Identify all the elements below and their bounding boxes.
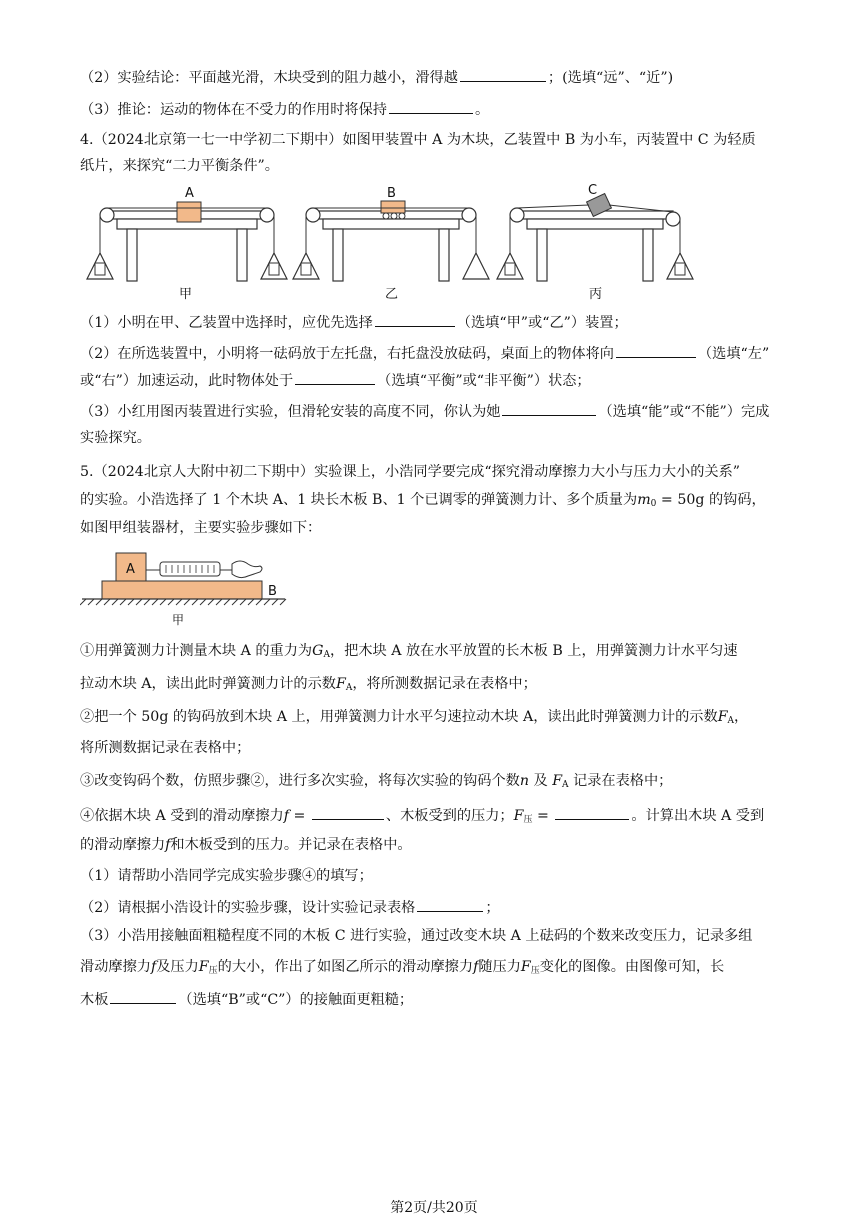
answer-blank[interactable] xyxy=(110,988,176,1004)
answer-blank[interactable] xyxy=(295,369,375,385)
text: ④依据木块 A 受到的滑动摩擦力 xyxy=(80,808,284,824)
text: （3）推论：运动的物体在不受力的作用时将保持 xyxy=(80,102,387,118)
text: （选填“甲”或“乙”）装置； xyxy=(456,315,628,331)
ground-hatching xyxy=(80,599,286,605)
text: 随压力 xyxy=(478,959,521,975)
text: = xyxy=(288,808,310,824)
answer-blank[interactable] xyxy=(460,66,546,82)
q5-part3-line3 xyxy=(80,988,790,1010)
text: 和木板受到的压力。并记录在表格中。 xyxy=(170,837,412,853)
text: ②把一个 50g 的钩码放到木块 A 上，用弹簧测力计水平匀速拉动木块 A，读出此时弹簧测力计的示数 xyxy=(80,709,718,725)
text: 的大小，作出了如图乙所示的滑动摩擦力 xyxy=(217,959,474,975)
caption-jia: 甲 xyxy=(179,287,193,302)
q3-part3 xyxy=(80,98,790,120)
text: （2）请根据小浩设计的实验步骤，设计实验记录表格 xyxy=(80,900,416,916)
q5-step4-line2 xyxy=(80,835,790,855)
label-c: C xyxy=(588,183,598,198)
board-b xyxy=(102,581,262,599)
label-a: A xyxy=(185,186,194,201)
q4-apparatus-figure xyxy=(85,183,705,303)
text: 木板 xyxy=(80,992,109,1008)
page-footer: 第2页/共20页 xyxy=(390,1200,478,1216)
text: 记录在表格中； xyxy=(568,773,673,789)
label-a: A xyxy=(126,562,135,577)
q4-intro-line2: 纸片，来探究“二力平衡条件”。 xyxy=(80,158,279,174)
q4-part2 xyxy=(80,342,790,364)
answer-blank[interactable] xyxy=(616,342,696,358)
subscript: 0 xyxy=(650,499,657,509)
subscript: A xyxy=(323,650,330,660)
subscript: A xyxy=(562,780,569,790)
text: （2）实验结论：平面越光滑，木块受到的阻力越小，滑得越 xyxy=(80,70,458,86)
text: = xyxy=(532,808,554,824)
q4-part3-cont: 实验探究。 xyxy=(80,430,151,446)
var-f: F xyxy=(513,808,524,824)
text: 。计算出木块 A 受到 xyxy=(631,808,765,824)
text: 。 xyxy=(474,102,490,118)
text: （2）在所选装置中，小明将一砝码放于左托盘，右托盘没放砝码，桌面上的物体将向 xyxy=(80,346,614,362)
subscript: 压 xyxy=(208,966,218,976)
hand-icon xyxy=(232,561,262,578)
caption-jia: 甲 xyxy=(172,613,185,627)
text: ，将所测数据记录在表格中； xyxy=(352,676,537,692)
answer-blank[interactable] xyxy=(375,311,455,327)
q5-intro-line2 xyxy=(80,490,790,514)
var-f: F xyxy=(198,959,209,975)
text: ，把木块 A 放在水平放置的长木板 B 上，用弹簧测力计水平匀速 xyxy=(329,643,738,659)
text: ； xyxy=(485,900,500,916)
var-f: F xyxy=(335,676,346,692)
var-m: m xyxy=(637,492,651,508)
text: ；(选填“远”、“近”) xyxy=(547,70,674,86)
q4-intro-line1: 4.（2024北京第一七一中学初二下期中）如图甲装置中 A 为木块，乙装置中 B 为小车，丙装置中 C 为轻质 xyxy=(80,132,756,148)
var-f: f xyxy=(473,959,479,975)
q5-part3-line2 xyxy=(80,957,790,981)
table-bing xyxy=(497,183,693,281)
text: （选填“能”或“不能”）完成 xyxy=(598,404,770,420)
text: = 50g 的钩码， xyxy=(656,492,766,508)
text: 的实验。小浩选择了 1 个木块 A、1 块长木板 B、1 个已调零的弹簧测力计、多个质量为 xyxy=(80,492,638,508)
subscript: A xyxy=(345,683,353,693)
answer-blank[interactable] xyxy=(502,400,596,416)
q4-part3 xyxy=(80,400,790,422)
q5-intro-line3: 如图甲组装器材，主要实验步骤如下： xyxy=(80,520,322,536)
var-f: F xyxy=(552,773,563,789)
q5-step1-line1 xyxy=(80,641,790,665)
q5-part2 xyxy=(80,896,790,918)
text: （选填“平衡”或“非平衡”）状态； xyxy=(377,373,591,389)
var-f: f xyxy=(283,808,289,824)
q5-part3-line1: （3）小浩用接触面粗糙程度不同的木板 C 进行实验，通过改变木块 A 上砝码的个数来改变压力，记录多组 xyxy=(80,928,753,944)
answer-blank[interactable] xyxy=(389,98,473,114)
text: 的滑动摩擦力 xyxy=(80,837,166,853)
label-b: B xyxy=(387,186,396,201)
text: 及压力 xyxy=(156,959,199,975)
q5-part1: （1）请帮助小浩同学完成实验步骤④的填写； xyxy=(80,868,373,884)
text: （1）小明在甲、乙装置中选择时，应优先选择 xyxy=(80,315,373,331)
q4-part2-cont xyxy=(80,369,790,391)
text: （选填“B”或“C”）的接触面更粗糙； xyxy=(178,992,414,1008)
q5-step4-line1 xyxy=(80,804,790,830)
text: 拉动木块 A，读出此时弹簧测力计的示数 xyxy=(80,676,336,692)
subscript: 压 xyxy=(530,966,540,976)
var-g: G xyxy=(312,643,324,659)
text: 变化的图像。由图像可知，长 xyxy=(539,959,725,975)
q5-step1-line2 xyxy=(80,674,790,698)
text: 或“右”）加速运动，此时物体处于 xyxy=(80,373,294,389)
caption-yi: 乙 xyxy=(385,287,399,302)
subscript: 压 xyxy=(523,815,533,825)
var-f: F xyxy=(520,959,531,975)
q3-part2 xyxy=(80,66,790,88)
caption-bing: 丙 xyxy=(589,287,603,302)
var-f: F xyxy=(717,709,728,725)
q4-part1 xyxy=(80,311,790,333)
text: ③改变钩码个数，仿照步骤②，进行多次实验，将每次实验的钩码个数 xyxy=(80,773,520,789)
table-yi xyxy=(293,186,489,281)
text: （3）小红用图丙装置进行实验，但滑轮安装的高度不同，你认为她 xyxy=(80,404,501,420)
answer-blank[interactable] xyxy=(555,804,629,820)
subscript: A xyxy=(727,716,735,726)
var-f: f xyxy=(165,837,171,853)
var-f: f xyxy=(150,959,157,975)
q5-step2-line2: 将所测数据记录在表格中； xyxy=(80,740,251,756)
text: 、木板受到的压力； xyxy=(385,808,514,824)
answer-blank[interactable] xyxy=(417,896,483,912)
q5-step2-line1 xyxy=(80,707,790,731)
text: 滑动摩擦力 xyxy=(80,959,151,975)
text: （选填“左” xyxy=(697,346,770,362)
var-n: n xyxy=(519,773,529,789)
answer-blank[interactable] xyxy=(312,804,384,820)
label-b: B xyxy=(268,584,277,599)
q5-apparatus-figure xyxy=(80,548,300,628)
text: ①用弹簧测力计测量木块 A 的重力为 xyxy=(80,643,313,659)
table-jia xyxy=(87,186,287,281)
q5-intro-line1: 5.（2024北京人大附中初二下期中）实验课上，小浩同学要完成“探究滑动摩擦力大小与压力大小的关系” xyxy=(80,464,741,480)
text: 及 xyxy=(528,773,553,789)
q5-step3 xyxy=(80,771,790,795)
text: ， xyxy=(734,709,749,725)
